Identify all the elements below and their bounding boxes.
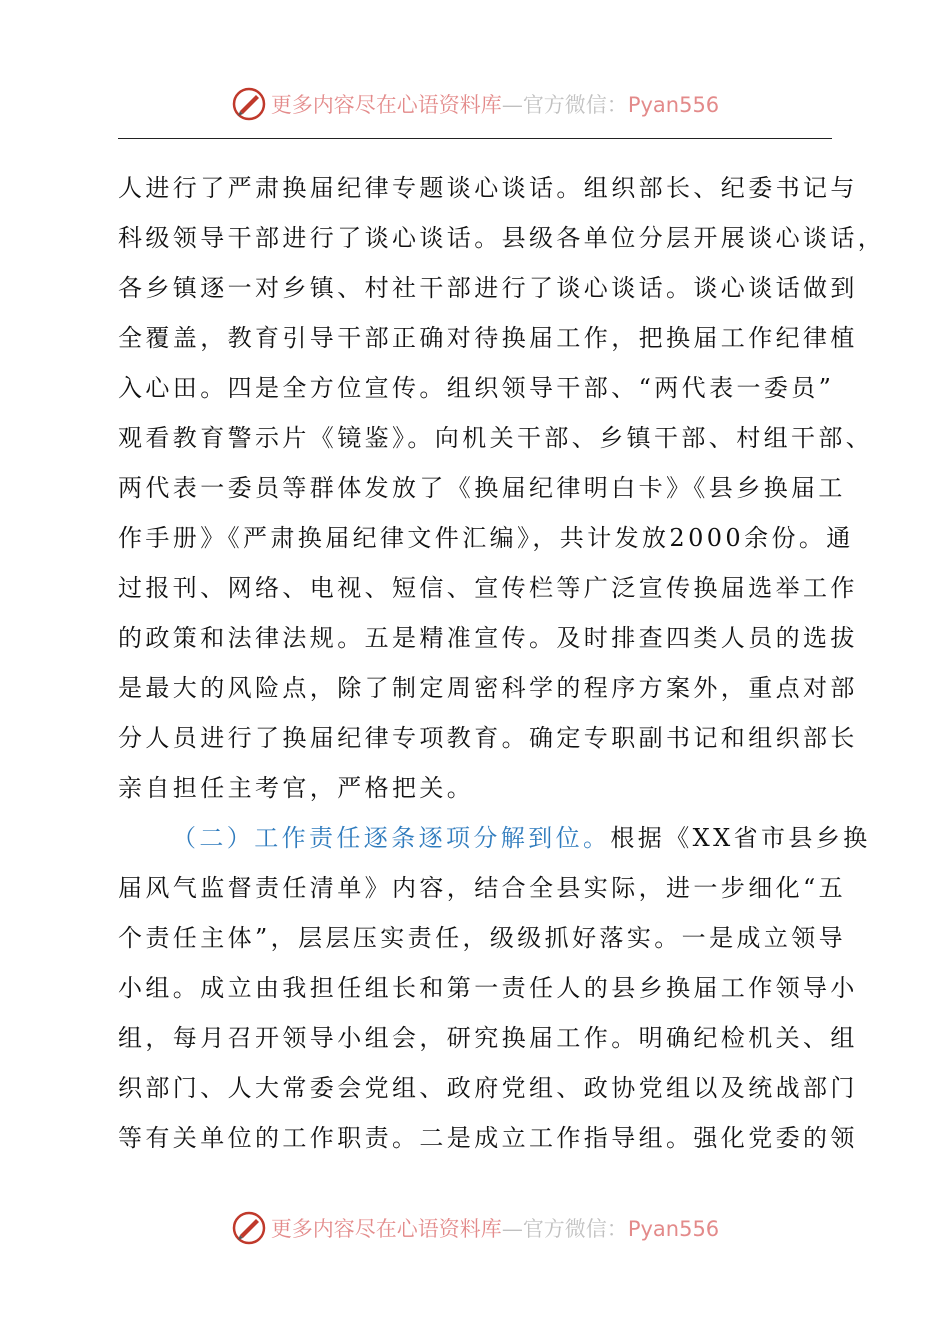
header-rule [118,138,832,139]
body-line: 入心田。四是全方位宣传。组织领导干部、“两代表一委员” [118,374,835,402]
body-line: 个责任主体”，层层压实责任，级级抓好落实。一是成立领导 [118,924,847,952]
header-wechat-label: 官方微信： [522,93,628,117]
body-line: 人进行了严肃换届纪律专题谈心谈话。组织部长、纪委书记与 [118,174,858,202]
body-line: 小组。成立由我担任组长和第一责任人的县乡换届工作领导小 [118,974,858,1002]
body-line: 等有关单位的工作职责。二是成立工作指导组。强化党委的领 [118,1124,858,1152]
body-line: 两代表一委员等群体发放了《换届纪律明白卡》《县乡换届工 [118,474,846,502]
section-2-first-line [118,813,871,863]
pen-logo-icon [231,1210,267,1246]
body-line: 过报刊、网络、电视、短信、宣传栏等广泛宣传换届选举工作 [118,574,858,602]
section-2-heading: （二）工作责任逐条逐项分解到位。 [172,824,611,852]
footer-watermark [0,1208,950,1248]
body-line: 的政策和法律法规。五是精准宣传。及时排查四类人员的选拔 [118,624,858,652]
body-line: 组，每月召开领导小组会，研究换届工作。明确纪检机关、组 [118,1024,858,1052]
body-line: 届风气监督责任清单》内容，结合全县实际，进一步细化“五 [118,874,847,902]
body-line: 观看教育警示片《镜鉴》。向机关干部、乡镇干部、村组干部、 [118,424,874,452]
header-wechat-id: Pyan556 [627,93,720,117]
pen-logo-icon [231,86,267,122]
body-line: 作手册》《严肃换届纪律文件汇编》，共计发放2000余份。通 [118,524,854,552]
footer-dash: — [501,1217,523,1241]
document-body [118,163,886,1163]
body-line: 科级领导干部进行了谈心谈话。县级各单位分层开展谈心谈话， [118,224,886,252]
body-line: 全覆盖，教育引导干部正确对待换届工作，把换届工作纪律植 [118,324,858,352]
header-dash: — [501,93,523,117]
footer-wechat-id: Pyan556 [627,1217,720,1241]
body-line: 各乡镇逐一对乡镇、村社干部进行了谈心谈话。谈心谈话做到 [118,274,858,302]
header-watermark [0,84,950,124]
body-line: 是最大的风险点，除了制定周密科学的程序方案外，重点对部 [118,674,858,702]
body-line: 分人员进行了换届纪律专项教育。确定专职副书记和组织部长 [118,724,858,752]
body-line: 亲自担任主考官，严格把关。 [118,774,475,802]
body-line: 织部门、人大常委会党组、政府党组、政协党组以及统战部门 [118,1074,858,1102]
section-2-first-rest: 根据《XX省市县乡换 [610,824,871,852]
footer-wechat-label: 官方微信： [522,1217,628,1241]
header-site-text: 更多内容尽在心语资料库 [270,93,502,117]
footer-site-text: 更多内容尽在心语资料库 [270,1217,502,1241]
